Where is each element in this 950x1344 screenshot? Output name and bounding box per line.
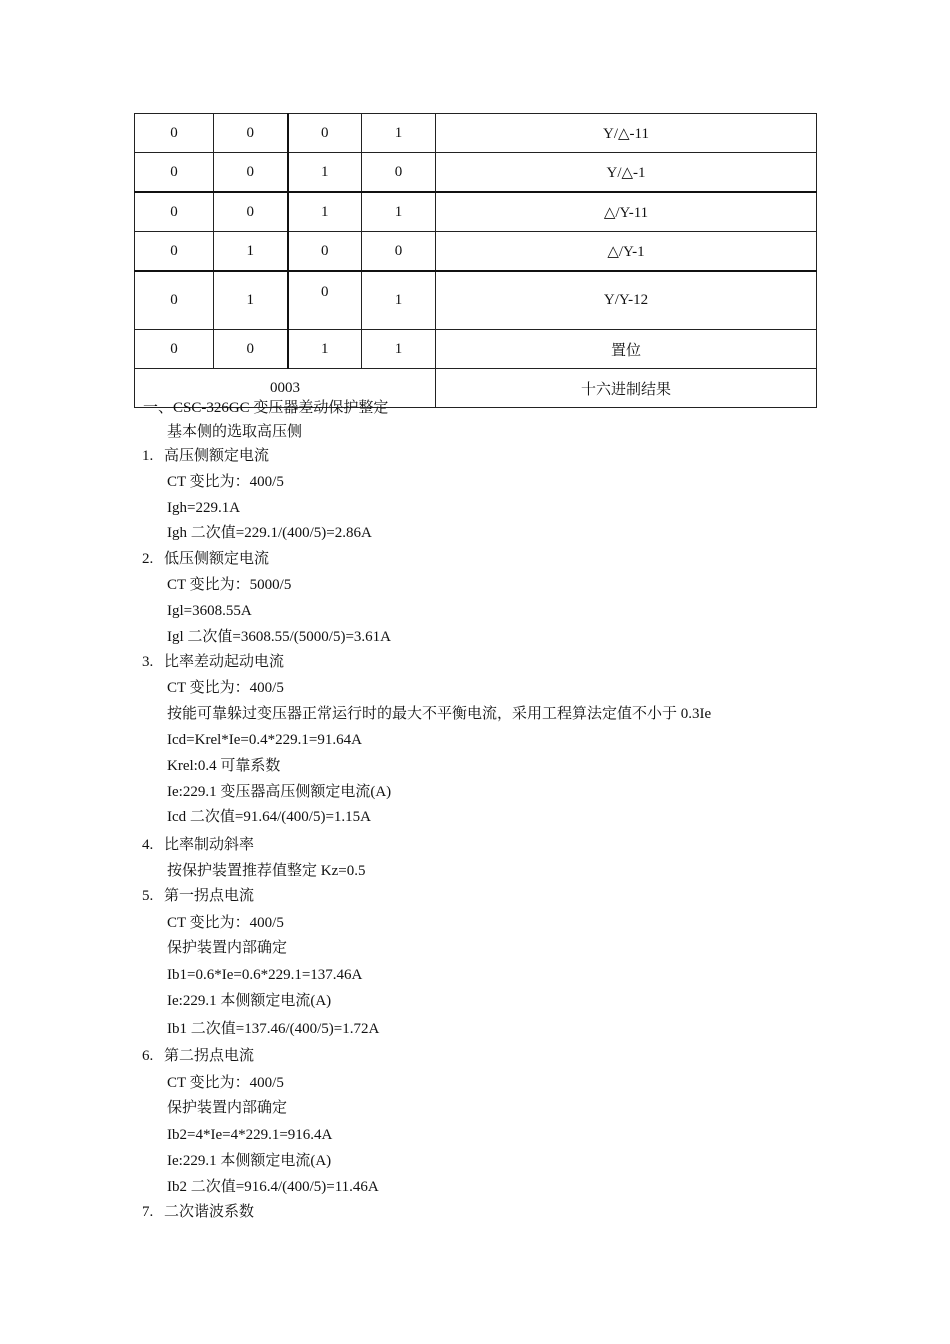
- item-number: 5.: [142, 888, 154, 904]
- hex-result-value: 0003: [135, 369, 436, 408]
- item-line: CT 变比为：400/5: [167, 915, 284, 931]
- item-line: Icd 二次值=91.64/(400/5)=1.15A: [167, 809, 371, 825]
- table-row: [135, 192, 817, 232]
- item-line: Ie:229.1 本侧额定电流(A): [167, 993, 332, 1009]
- table-cell: 0: [288, 271, 362, 330]
- table-cell: 0: [214, 153, 288, 193]
- item-line: Igl 二次值=3608.55/(5000/5)=3.61A: [167, 629, 391, 645]
- table-cell: 1: [214, 271, 288, 330]
- item-line: CT 变比为：400/5: [167, 680, 284, 696]
- item-number: 2.: [142, 551, 154, 567]
- item-title: 第二拐点电流: [164, 1048, 255, 1064]
- table-cell: Y/Y-12: [436, 271, 817, 330]
- item-title: 第一拐点电流: [164, 888, 255, 904]
- table-cell: 置位: [436, 330, 817, 369]
- item-line: 保护装置内部确定: [167, 1100, 288, 1116]
- table-cell: △/Y-11: [436, 192, 817, 232]
- table-cell: 1: [288, 192, 362, 232]
- table-cell: 1: [362, 114, 436, 153]
- item-line: Ib2=4*Ie=4*229.1=916.4A: [167, 1127, 333, 1143]
- table-cell: Y/△-11: [436, 114, 817, 153]
- item-title: 比率制动斜率: [164, 837, 255, 853]
- item-line: Igh=229.1A: [167, 500, 241, 516]
- table-cell: △/Y-1: [436, 232, 817, 272]
- item-line: Ie:229.1 本侧额定电流(A): [167, 1153, 332, 1169]
- table-cell: 0: [288, 232, 362, 272]
- item-number: 6.: [142, 1048, 154, 1064]
- item-line: Krel:0.4 可靠系数: [167, 758, 281, 774]
- table-cell: 0: [214, 330, 288, 369]
- table-cell: 0: [135, 271, 214, 330]
- item-line: CT 变比为：5000/5: [167, 577, 292, 593]
- item-title: 二次谐波系数: [164, 1204, 255, 1220]
- table-cell: 1: [288, 330, 362, 369]
- section-heading: 一、CSC-326GC 变压器差动保护整定: [143, 400, 389, 416]
- table-cell: 0: [362, 232, 436, 272]
- item-number: 3.: [142, 654, 154, 670]
- table-cell: 0: [135, 114, 214, 153]
- item-line: Ib1 二次值=137.46/(400/5)=1.72A: [167, 1021, 380, 1037]
- table-cell: 0: [214, 192, 288, 232]
- item-title: 高压侧额定电流: [164, 448, 270, 464]
- table-cell: 1: [288, 153, 362, 193]
- wiring-config-table: [134, 113, 817, 408]
- item-line: CT 变比为：400/5: [167, 474, 284, 490]
- item-line: Ib2 二次值=916.4/(400/5)=11.46A: [167, 1179, 379, 1195]
- table-row: [135, 271, 817, 330]
- intro-text: 基本侧的选取高压侧: [167, 424, 303, 440]
- item-line: Ie:229.1 变压器高压侧额定电流(A): [167, 784, 392, 800]
- item-line: Icd=Krel*Ie=0.4*229.1=91.64A: [167, 732, 362, 748]
- table-row: [135, 232, 817, 272]
- item-line: Igh 二次值=229.1/(400/5)=2.86A: [167, 525, 372, 541]
- item-line: CT 变比为：400/5: [167, 1075, 284, 1091]
- item-line: Igl=3608.55A: [167, 603, 252, 619]
- table-cell: 0: [135, 232, 214, 272]
- item-line: Ib1=0.6*Ie=0.6*229.1=137.46A: [167, 967, 363, 983]
- item-line: 按保护装置推荐值整定 Kz=0.5: [167, 863, 366, 879]
- table-row: [135, 153, 817, 193]
- table-row: [135, 330, 817, 369]
- item-number: 7.: [142, 1204, 154, 1220]
- item-line: 保护装置内部确定: [167, 940, 288, 956]
- hex-result-label: 十六进制结果: [436, 369, 817, 408]
- table-row: [135, 114, 817, 153]
- item-title: 低压侧额定电流: [164, 551, 270, 567]
- table-cell: Y/△-1: [436, 153, 817, 193]
- table-cell: 0: [288, 114, 362, 153]
- item-title: 比率差动起动电流: [164, 654, 285, 670]
- table-cell: 1: [214, 232, 288, 272]
- table-cell: 1: [362, 271, 436, 330]
- item-number: 1.: [142, 448, 154, 464]
- table-cell: 0: [135, 192, 214, 232]
- table-cell: 1: [362, 330, 436, 369]
- table-cell: 0: [135, 330, 214, 369]
- table-cell: 0: [135, 153, 214, 193]
- item-line: 按能可靠躲过变压器正常运行时的最大不平衡电流，采用工程算法定值不小于 0.3Ie: [167, 706, 712, 722]
- table-cell: 0: [214, 114, 288, 153]
- item-number: 4.: [142, 837, 154, 853]
- table-cell: 1: [362, 192, 436, 232]
- table-cell: 0: [362, 153, 436, 193]
